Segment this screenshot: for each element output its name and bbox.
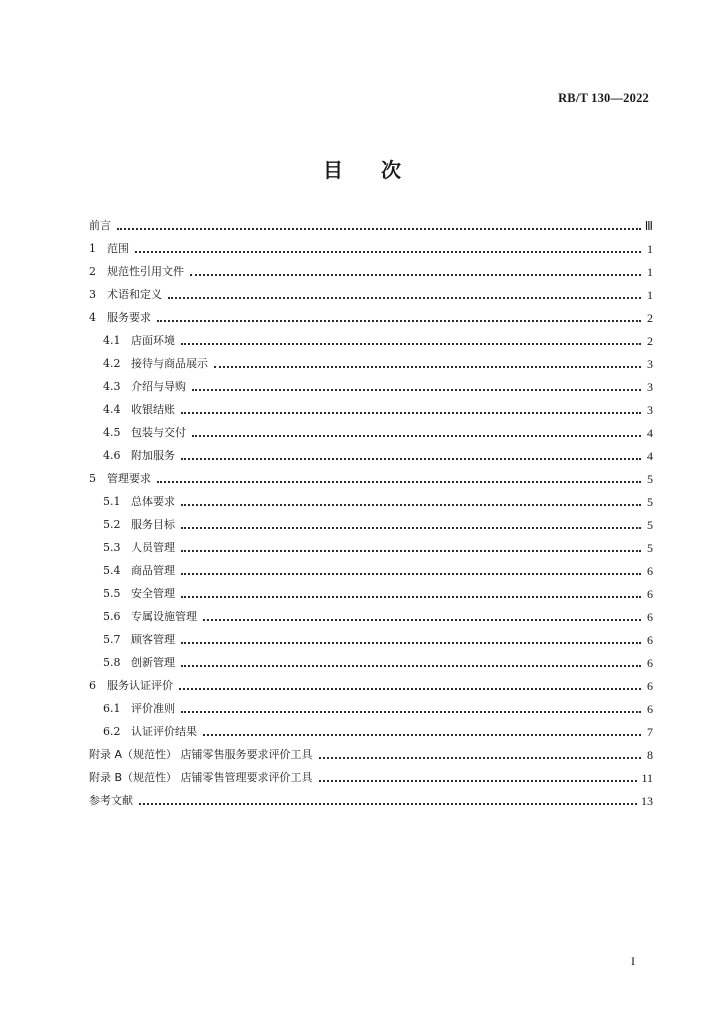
toc-label: 介绍与导购 bbox=[131, 380, 186, 393]
toc-subentry[interactable] bbox=[103, 510, 653, 532]
toc-page: 13 bbox=[641, 794, 653, 808]
dot-leader bbox=[181, 711, 641, 713]
dot-leader bbox=[181, 573, 641, 575]
dot-leader bbox=[181, 596, 641, 598]
toc-number: 5.3 bbox=[103, 541, 121, 554]
toc-entry[interactable] bbox=[89, 257, 653, 279]
toc-label: 认证评价结果 bbox=[131, 725, 197, 738]
toc-label: 创新管理 bbox=[131, 656, 175, 669]
toc-page: 8 bbox=[647, 748, 653, 762]
toc-label: 附加服务 bbox=[131, 449, 175, 462]
toc-subentry[interactable] bbox=[103, 533, 653, 555]
dot-leader bbox=[157, 481, 641, 483]
dot-leader bbox=[168, 297, 641, 299]
toc-number: 5.8 bbox=[103, 656, 121, 669]
toc-page: 7 bbox=[647, 725, 653, 739]
toc-number: 3 bbox=[89, 288, 96, 301]
toc-page: 3 bbox=[647, 403, 653, 417]
dot-leader bbox=[181, 343, 641, 345]
title-char-2: 次 bbox=[381, 158, 401, 182]
toc-page: 3 bbox=[647, 357, 653, 371]
dot-leader bbox=[157, 320, 641, 322]
toc-page: 6 bbox=[647, 564, 653, 578]
toc-number: 5.2 bbox=[103, 518, 121, 531]
toc-label: 顾客管理 bbox=[131, 633, 175, 646]
toc-label: 总体要求 bbox=[131, 495, 175, 508]
dot-leader bbox=[181, 550, 641, 552]
toc-number: 5.7 bbox=[103, 633, 121, 646]
toc-subentry[interactable] bbox=[103, 487, 653, 509]
toc-label: 店面环境 bbox=[131, 334, 175, 347]
toc-page: 6 bbox=[647, 587, 653, 601]
toc-number: 6 bbox=[89, 679, 96, 692]
toc-subentry[interactable] bbox=[103, 441, 653, 463]
toc-page: 11 bbox=[641, 771, 653, 785]
toc-label: 附录 B（规范性） 店铺零售管理要求评价工具 bbox=[89, 771, 313, 784]
toc-subentry[interactable] bbox=[103, 395, 653, 417]
toc-page: 6 bbox=[647, 702, 653, 716]
toc-page: 6 bbox=[647, 656, 653, 670]
toc-page: Ⅲ bbox=[644, 219, 653, 233]
title-char-1: 目 bbox=[323, 158, 343, 182]
dot-leader bbox=[319, 780, 638, 782]
toc-number: 4.5 bbox=[103, 426, 121, 439]
toc-number: 2 bbox=[89, 265, 96, 278]
toc-subentry[interactable] bbox=[103, 717, 653, 739]
dot-leader bbox=[319, 757, 641, 759]
toc-number: 6.2 bbox=[103, 725, 121, 738]
toc-number: 4.3 bbox=[103, 380, 121, 393]
dot-leader bbox=[139, 803, 637, 805]
toc-page: 5 bbox=[647, 472, 653, 486]
toc-page: 1 bbox=[647, 288, 653, 302]
toc-subentry[interactable] bbox=[103, 326, 653, 348]
toc-entry[interactable] bbox=[89, 303, 653, 325]
toc-page: 3 bbox=[647, 380, 653, 394]
dot-leader bbox=[181, 504, 641, 506]
toc-label: 接待与商品展示 bbox=[131, 357, 208, 370]
toc-label: 服务目标 bbox=[131, 518, 175, 531]
toc-label: 服务认证评价 bbox=[107, 679, 173, 692]
toc-subentry[interactable] bbox=[103, 556, 653, 578]
toc-number: 4.6 bbox=[103, 449, 121, 462]
toc-page: 1 bbox=[647, 265, 653, 279]
dot-leader bbox=[192, 435, 641, 437]
toc-page: 2 bbox=[647, 311, 653, 325]
dot-leader bbox=[135, 251, 641, 253]
toc-entry-appendix-a[interactable] bbox=[89, 740, 653, 762]
page-number: I bbox=[631, 954, 635, 968]
toc-subentry[interactable] bbox=[103, 625, 653, 647]
dot-leader bbox=[181, 412, 641, 414]
toc-label: 包装与交付 bbox=[131, 426, 186, 439]
toc-subentry[interactable] bbox=[103, 349, 653, 371]
toc-number: 4.4 bbox=[103, 403, 121, 416]
toc-entry[interactable] bbox=[89, 234, 653, 256]
toc-label: 规范性引用文件 bbox=[107, 265, 184, 278]
toc-number: 1 bbox=[89, 242, 96, 255]
toc-subentry[interactable] bbox=[103, 579, 653, 601]
toc-entry[interactable] bbox=[89, 464, 653, 486]
toc-number: 5.4 bbox=[103, 564, 121, 577]
toc-page: 2 bbox=[647, 334, 653, 348]
page-title bbox=[0, 154, 724, 183]
toc-number: 6.1 bbox=[103, 702, 121, 715]
toc-page: 6 bbox=[647, 679, 653, 693]
toc-number: 5 bbox=[89, 472, 96, 485]
dot-leader bbox=[181, 458, 641, 460]
dot-leader bbox=[181, 642, 641, 644]
toc-page: 5 bbox=[647, 518, 653, 532]
dot-leader bbox=[179, 688, 641, 690]
toc-number: 5.6 bbox=[103, 610, 121, 623]
toc-subentry[interactable] bbox=[103, 372, 653, 394]
dot-leader bbox=[192, 389, 641, 391]
dot-leader bbox=[181, 665, 641, 667]
toc-entry-appendix-b[interactable] bbox=[89, 763, 653, 785]
toc-page: 6 bbox=[647, 633, 653, 647]
toc-label: 参考文献 bbox=[89, 794, 133, 807]
toc-label: 服务要求 bbox=[107, 311, 151, 324]
toc-page: 4 bbox=[647, 449, 653, 463]
toc-subentry[interactable] bbox=[103, 602, 653, 624]
toc-label: 附录 A（规范性） 店铺零售服务要求评价工具 bbox=[89, 748, 313, 761]
toc-entry[interactable] bbox=[89, 671, 653, 693]
toc-page: 5 bbox=[647, 541, 653, 555]
toc-label: 安全管理 bbox=[131, 587, 175, 600]
toc-label: 人员管理 bbox=[131, 541, 175, 554]
dot-leader bbox=[203, 619, 641, 621]
toc-label: 范围 bbox=[107, 242, 129, 255]
toc-label: 评价准则 bbox=[131, 702, 175, 715]
toc-page: 5 bbox=[647, 495, 653, 509]
standard-code: RB/T 130—2022 bbox=[558, 91, 649, 105]
toc-number: 5.5 bbox=[103, 587, 121, 600]
dot-leader bbox=[203, 734, 641, 736]
dot-leader bbox=[117, 228, 641, 230]
toc-number: 5.1 bbox=[103, 495, 121, 508]
dot-leader bbox=[181, 527, 641, 529]
toc-number: 4.2 bbox=[103, 357, 121, 370]
toc-subentry[interactable] bbox=[103, 694, 653, 716]
toc-entry-preface[interactable] bbox=[89, 211, 653, 233]
toc-entry-references[interactable] bbox=[89, 786, 653, 808]
toc-page: 4 bbox=[647, 426, 653, 440]
toc-page: 6 bbox=[647, 610, 653, 624]
toc-label: 专属设施管理 bbox=[131, 610, 197, 623]
toc-number: 4.1 bbox=[103, 334, 121, 347]
dot-leader bbox=[190, 274, 641, 276]
toc-label: 前言 bbox=[89, 219, 111, 232]
toc-label: 术语和定义 bbox=[107, 288, 162, 301]
toc-number: 4 bbox=[89, 311, 96, 324]
toc-page: 1 bbox=[647, 242, 653, 256]
toc-subentry[interactable] bbox=[103, 418, 653, 440]
toc-label: 商品管理 bbox=[131, 564, 175, 577]
toc-label: 管理要求 bbox=[107, 472, 151, 485]
toc-label: 收银结账 bbox=[131, 403, 175, 416]
toc-entry[interactable] bbox=[89, 280, 653, 302]
dot-leader bbox=[214, 366, 641, 368]
toc-subentry[interactable] bbox=[103, 648, 653, 670]
